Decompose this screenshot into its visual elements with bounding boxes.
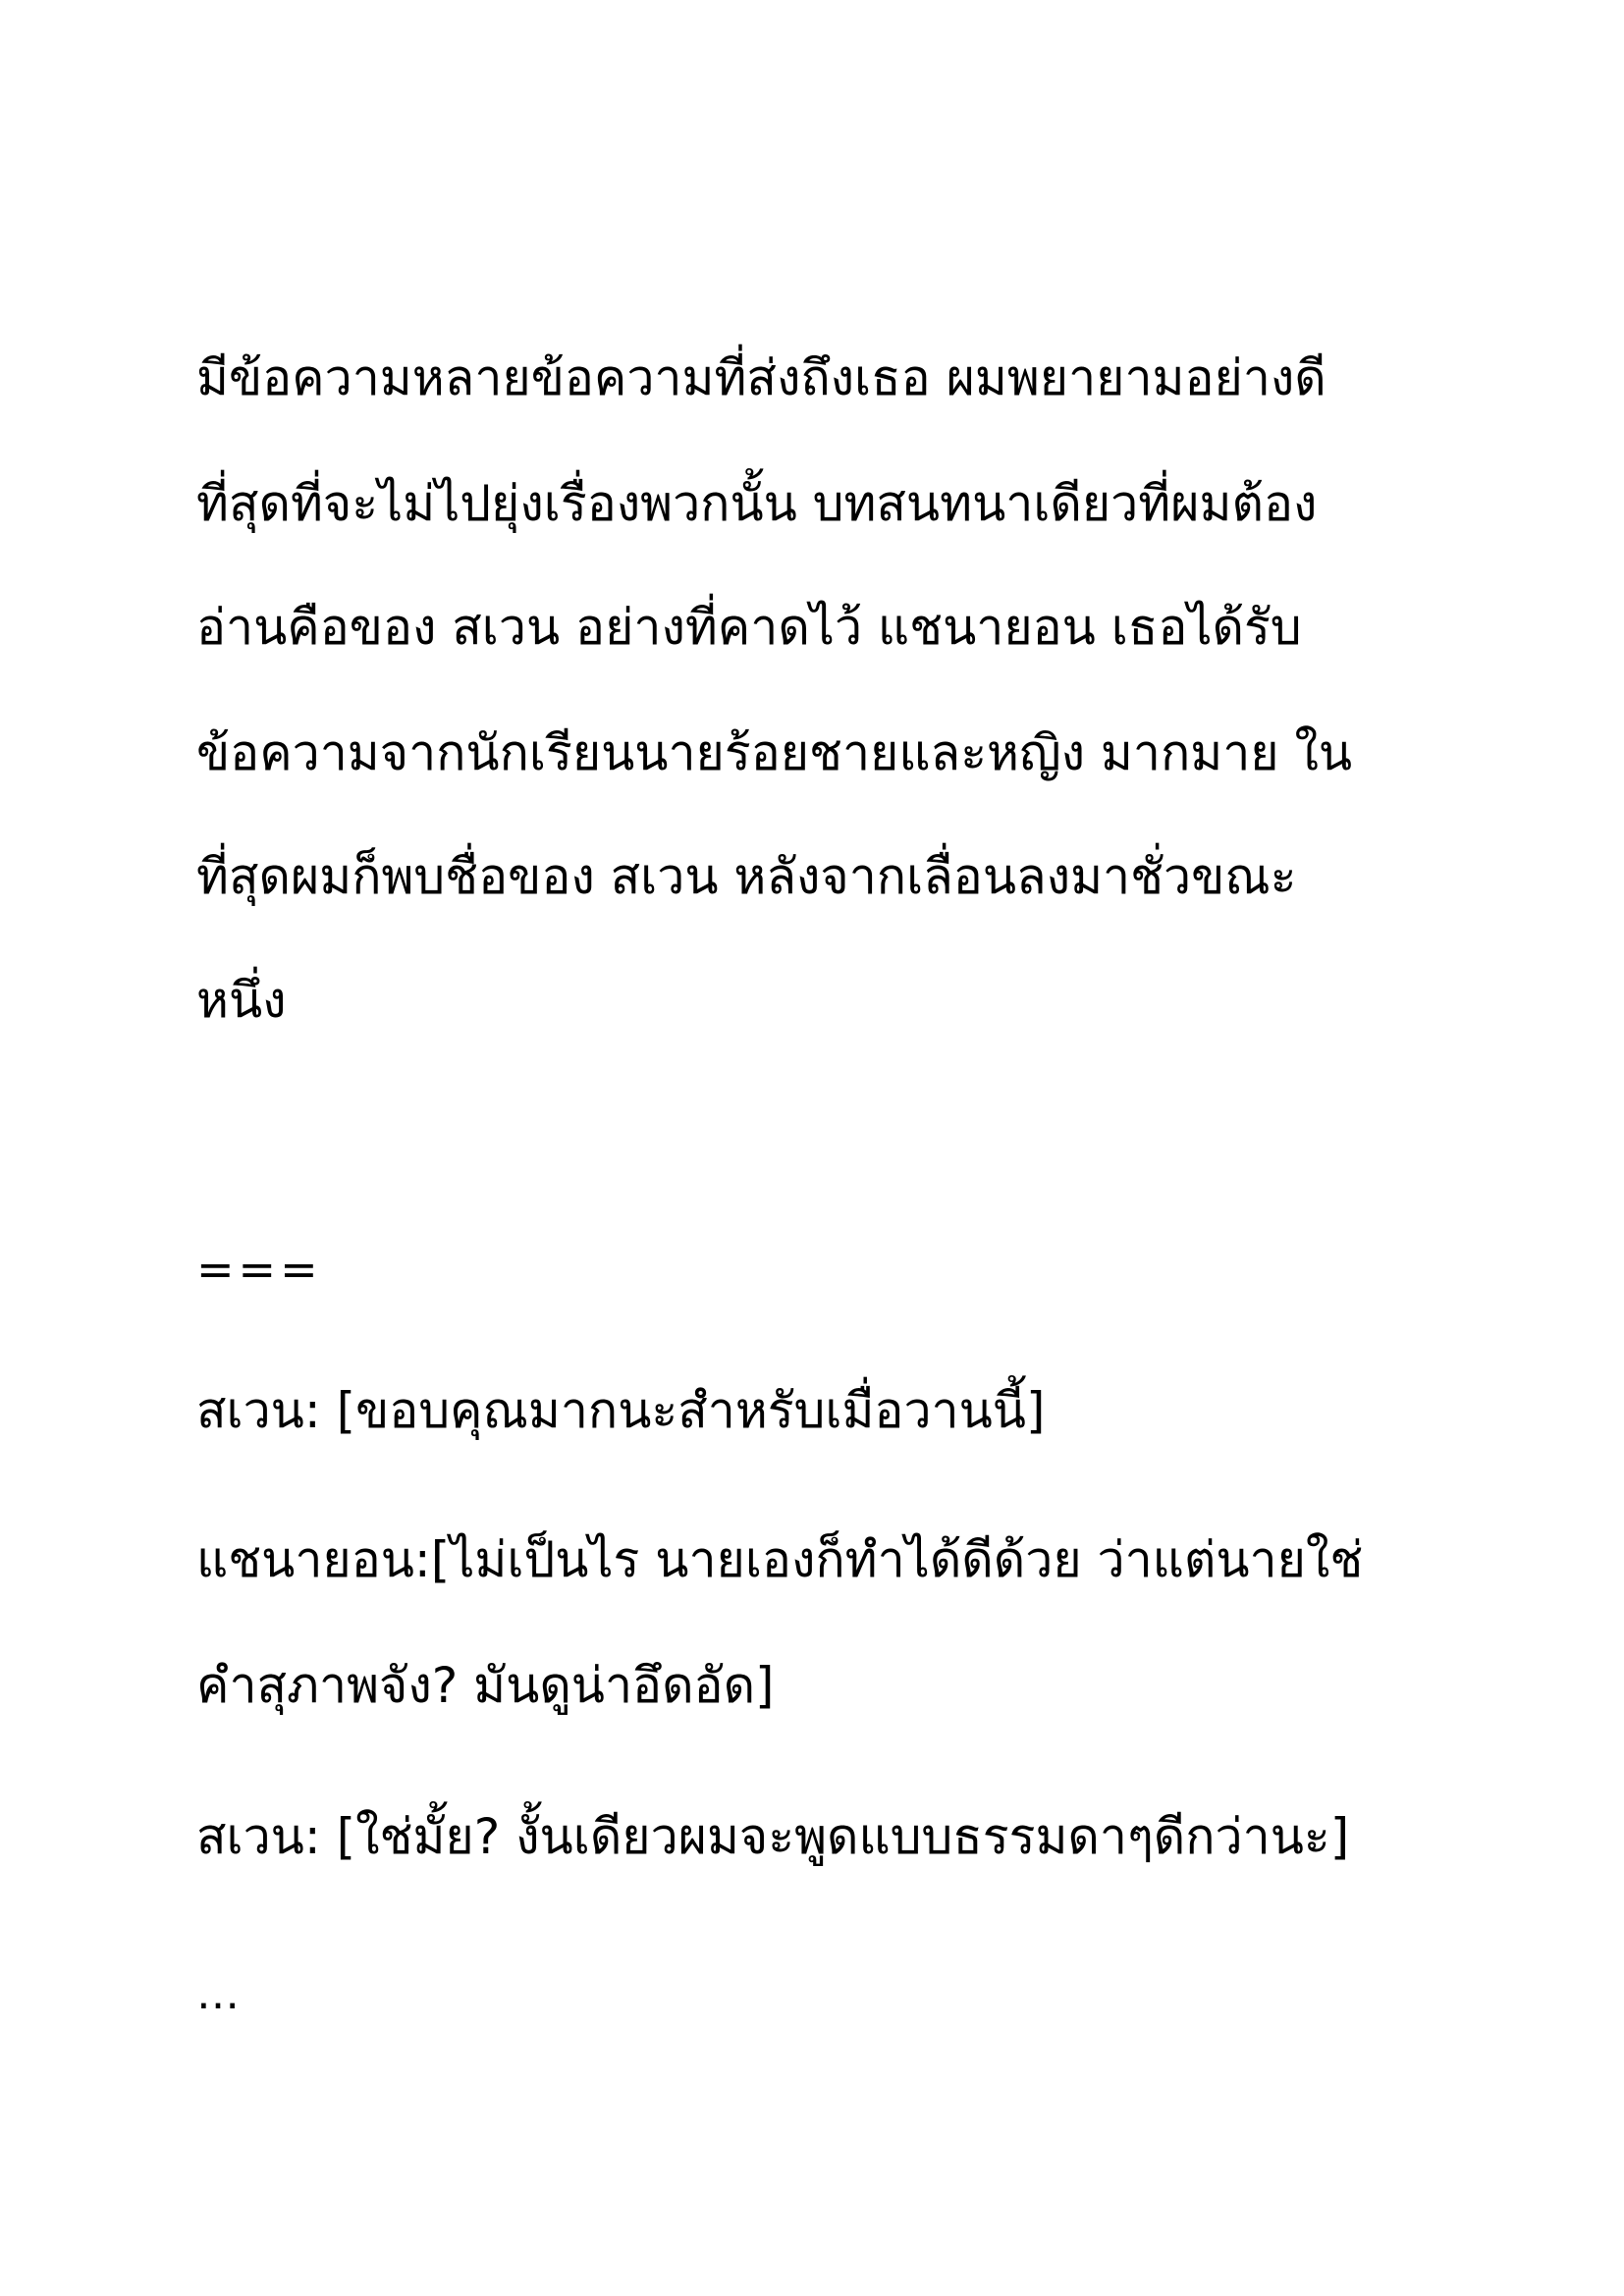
paragraph-line: ที่สุดผมก็พบชื่อของ สเวน หลังจากเลื่อนลงมาชั่วขณะ (196, 848, 1297, 905)
dialogue-line: แชนายอน:[ไม่เป็นไร นายเองก็ทำได้ดีด้วย ว่าแต่นายใช่ (196, 1531, 1364, 1588)
paragraph-line: ที่สุดที่จะไม่ไปยุ่งเรื่องพวกนั้น บทสนทนาเดียวที่ผมต้อง (196, 475, 1318, 532)
paragraph-line: หนึ่ง (196, 972, 287, 1029)
section-separator: === (196, 1243, 322, 1296)
dialogue-line: สเวน: [ใช่มั้ย? งั้นเดียวผมจะพูดแบบธรรมดาๆดีกว่านะ] (196, 1808, 1350, 1865)
paragraph-line: อ่านคือของ สเวน อย่างที่คาดไว้ แชนายอน เธอได้รับ (196, 599, 1302, 656)
dialogue-line: สเวน: [ขอบคุณมากนะสำหรับเมื่อวานนี้] (196, 1382, 1046, 1439)
ellipsis: … (196, 1969, 240, 2019)
dialogue-line: คำสุภาพจัง? มันดูน่าอึดอัด] (196, 1657, 775, 1714)
paragraph-line: ข้อความจากนักเรียนนายร้อยชายและหญิง มากมาย ใน (196, 724, 1353, 781)
paragraph-line: มีข้อความหลายข้อความที่ส่งถึงเธอ ผมพยายามอย่างดี (196, 349, 1326, 406)
